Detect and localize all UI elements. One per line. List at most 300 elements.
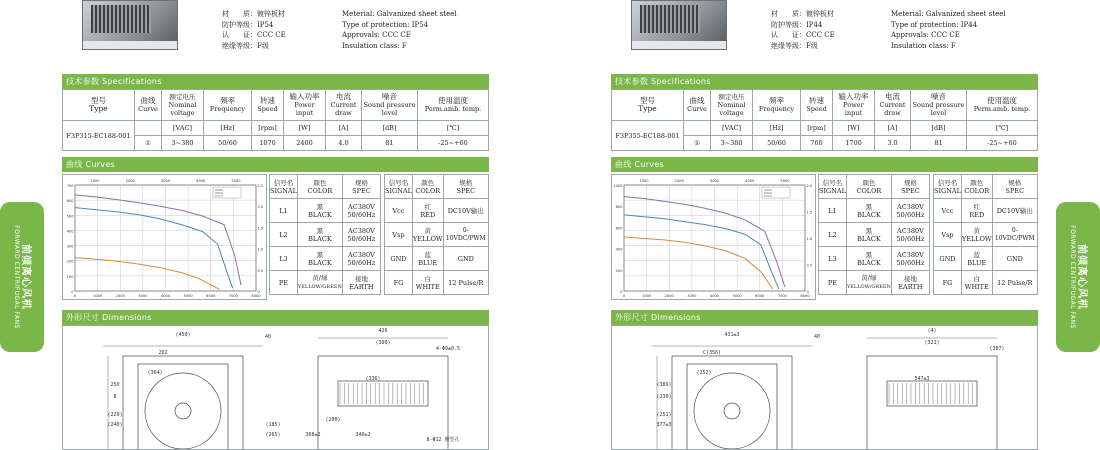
signal-color: 红 RED	[412, 199, 443, 223]
spec-section-title: 技术参数 Specifications	[611, 74, 1038, 89]
signal-spec: 接地 EARTH	[342, 271, 380, 295]
dimension-label: 431±3	[724, 332, 740, 338]
noise-cell: 81	[362, 136, 418, 151]
performance-curve	[75, 208, 233, 289]
curve-cell: ①	[684, 136, 711, 151]
signal-header	[934, 175, 962, 199]
spec-unit-row	[612, 121, 1038, 136]
impeller-circle	[145, 373, 221, 449]
tick-label: 3000	[709, 179, 720, 183]
signal-color: 黄 YELLOW	[412, 223, 443, 247]
power-cell: 2400	[284, 136, 326, 151]
signal-header	[342, 175, 380, 199]
signal-header-row	[270, 175, 381, 199]
header-cn: 规格	[354, 178, 368, 187]
header-en: SPEC	[1005, 186, 1025, 195]
tick-label: 1.5	[806, 210, 813, 215]
spec-header-row	[63, 90, 489, 121]
dimension-label: (185)	[265, 422, 281, 428]
dims-section-title: 外形尺寸 Dimensions	[62, 310, 489, 325]
frequency-cell: 50/60	[204, 136, 252, 151]
power-cell: 1700	[833, 136, 875, 151]
header-cn: 规格	[459, 178, 473, 187]
outlet-opening	[887, 381, 977, 406]
signal-spec: 0-10VDC/PWM	[992, 223, 1037, 247]
header-en: COLOR	[307, 186, 333, 195]
signal-color: 白 WHITE	[961, 271, 992, 295]
front-view-inner	[687, 364, 777, 450]
tick-label: 200	[615, 268, 623, 273]
performance-chart	[611, 174, 816, 300]
dimension-label: 547±3	[914, 376, 930, 382]
signal-row	[934, 199, 1038, 223]
signal-header	[270, 175, 298, 199]
signal-header	[297, 175, 342, 199]
signal-header	[846, 175, 891, 199]
signal-row	[270, 199, 381, 223]
fan-photo	[82, 0, 178, 50]
side-view-outline	[318, 356, 448, 450]
header-cn: 颜色	[313, 178, 327, 187]
signal-header-row	[934, 175, 1038, 199]
signal-spec: 0-10VDC/PWM	[443, 223, 488, 247]
header-en: SPEC	[901, 186, 920, 195]
voltage-cell: 3~380	[162, 136, 204, 151]
motor-hub	[724, 403, 740, 419]
header-cn: 颜色	[862, 178, 876, 187]
spec-header: 噪音 Sound pressure level	[911, 90, 967, 121]
tick-label: 1.0	[257, 247, 264, 252]
dimension-label: (240)	[107, 422, 123, 428]
header-cn: 颜色	[421, 178, 435, 187]
signal-color: 蓝 BLUE	[961, 247, 992, 271]
unit-cell: [VAC]	[711, 121, 753, 136]
signal-color: 黑 BLACK	[846, 247, 891, 271]
property-cn: 材 质：镀锌板材	[222, 10, 285, 18]
tick-label: 4000	[709, 294, 720, 298]
signal-color: 黄/绿 YELLOW/GREEN	[846, 271, 891, 295]
signal-spec: DC10V输出	[992, 199, 1037, 223]
side-view-outline	[867, 356, 997, 450]
tick-label: 5000	[780, 179, 790, 183]
unit-cell: [dB]	[362, 121, 418, 136]
tick-label: 1000	[93, 294, 103, 298]
tick-label: 0.5	[257, 268, 264, 273]
dimension-label: (265)	[265, 432, 281, 438]
property-en: Insulation class: F	[891, 41, 956, 50]
tick-label: 1.5	[257, 226, 264, 231]
dimension-svg	[612, 326, 1038, 450]
signal-color: 黑 BLACK	[846, 223, 891, 247]
signal-spec: GND	[992, 247, 1037, 271]
signal-color: 红 RED	[961, 199, 992, 223]
spec-table	[62, 89, 489, 151]
tick-label: 5000	[732, 294, 742, 298]
speed-cell: 1070	[252, 136, 284, 151]
tick-label: 0	[73, 294, 77, 298]
tick-label: 300	[66, 244, 74, 249]
signal-table-power	[818, 174, 930, 295]
dimension-label: 426	[378, 328, 388, 334]
property-cn: 材 质：镀锌板材	[771, 10, 834, 18]
signal-header	[412, 175, 443, 199]
unit-cell: [Hz]	[204, 121, 252, 136]
dimension-label: 4-Φ9±0.5	[435, 346, 461, 352]
temp-cell: -25~+60	[967, 136, 1038, 151]
signal-name: Vsp	[934, 223, 962, 247]
header-cn: 信号名	[937, 178, 958, 187]
signal-row	[385, 199, 489, 223]
tick-label: 2000	[125, 179, 135, 183]
spec-header: 使用温度 Perm.amb. temp.	[967, 90, 1038, 121]
signal-row	[819, 223, 930, 247]
dimension-label: 8-Φ12 腰型孔	[426, 437, 460, 443]
side-tab-left	[0, 202, 44, 352]
header-en: SIGNAL	[385, 186, 412, 195]
signal-color: 黑 BLACK	[297, 199, 342, 223]
tick-label: 700	[66, 184, 74, 188]
signal-header	[819, 175, 847, 199]
property-row	[222, 30, 502, 41]
dimension-label: (230)	[656, 394, 672, 400]
property-en: Type of protection: IP54	[342, 20, 429, 29]
spec-header: 曲线 Curve	[135, 90, 162, 121]
tick-label: 2000	[115, 294, 125, 298]
dimension-label: (387)	[989, 346, 1005, 352]
unit-cell: [A]	[326, 121, 362, 136]
property-cn: 认 证：CCC CE	[771, 31, 835, 39]
property-cn: 防护等级：IP44	[771, 20, 823, 29]
model-cell: F3P315-EC188-001	[63, 121, 135, 151]
frequency-cell: 50/60	[753, 136, 801, 151]
tick-label: 1000	[90, 179, 100, 183]
property-row	[771, 20, 1051, 31]
signal-header-row	[819, 175, 930, 199]
header-cn: 规格	[1008, 178, 1022, 187]
property-en: Approvals: CCC CE	[891, 31, 960, 39]
catalog-page-1	[62, 0, 489, 450]
signal-name: FG	[385, 271, 413, 295]
header-cn: 信号名	[273, 178, 294, 187]
tick-label: 2000	[664, 294, 674, 298]
tick-label: 1000	[642, 294, 652, 298]
dimension-label: (229)	[107, 412, 123, 418]
spec-header: 型号 Type	[63, 90, 135, 121]
spec-header: 频率 Frequency	[204, 90, 252, 121]
tick-label: 8000	[251, 294, 261, 298]
dimension-label: 40	[264, 334, 272, 340]
signal-name: L3	[819, 247, 847, 271]
signal-row	[819, 271, 930, 295]
spec-table	[611, 89, 1038, 151]
property-cn: 防护等级：IP54	[222, 20, 274, 29]
signal-name: Vcc	[385, 199, 413, 223]
signal-row	[385, 271, 489, 295]
model-cell: F3P355-EC188-001	[612, 121, 684, 151]
tick-label: 2.5	[257, 184, 264, 188]
material-properties	[771, 9, 1051, 51]
dimension-label: (336)	[365, 376, 381, 382]
dimension-label: (251)	[656, 412, 672, 418]
signal-table-power	[269, 174, 381, 295]
spec-header: 型号 Type	[612, 90, 684, 121]
signal-spec: 12 Pulse/R	[992, 271, 1037, 295]
unit-cell: [W]	[833, 121, 875, 136]
signal-row	[934, 271, 1038, 295]
material-properties	[222, 9, 502, 51]
dimension-label: 8	[113, 394, 117, 400]
signal-header	[992, 175, 1037, 199]
signal-row	[270, 271, 381, 295]
tick-label: 0	[622, 294, 626, 298]
signal-name: PE	[819, 271, 847, 295]
spec-unit-row	[63, 121, 489, 136]
spec-section-title: 技术参数 Specifications	[62, 74, 489, 89]
signal-header	[891, 175, 929, 199]
signal-spec: AC380V 50/60Hz	[342, 199, 380, 223]
property-en: Meterial: Galvanized sheet steel	[891, 10, 1006, 18]
tick-label: 7000	[777, 294, 787, 298]
tick-label: 4000	[160, 294, 171, 298]
header-en: SPEC	[456, 186, 476, 195]
dimension-label: (252)	[696, 370, 712, 376]
tick-label: 0	[71, 290, 74, 294]
noise-cell: 81	[911, 136, 967, 151]
signal-table-control	[384, 174, 489, 295]
signal-row	[819, 199, 930, 223]
curves-section-title: 曲线 Curves	[62, 157, 489, 172]
dimension-label: 368±2	[305, 432, 321, 438]
curves-svg	[612, 175, 817, 301]
signal-header	[961, 175, 992, 199]
property-cn: 绝缘等级：F级	[771, 41, 818, 50]
signal-name: L3	[270, 247, 298, 271]
signal-name: PE	[270, 271, 298, 295]
spec-header: 电流 Current draw	[875, 90, 911, 121]
unit-cell: [rpm]	[252, 121, 284, 136]
signal-row	[819, 247, 930, 271]
spec-header: 额定电压 Nominal voltage	[711, 90, 753, 121]
signal-spec: AC380V 50/60Hz	[342, 223, 380, 247]
tick-label: 2.0	[806, 184, 813, 188]
property-row	[771, 41, 1051, 52]
property-en: Insulation class: F	[342, 41, 407, 50]
dimension-label: 340±2	[355, 432, 371, 438]
dimension-label: C(356)	[702, 350, 722, 356]
tick-label: 3000	[138, 294, 148, 298]
curve-cell: ①	[135, 136, 162, 151]
fan-photo	[631, 0, 727, 50]
tick-label: 1000	[613, 184, 623, 188]
signal-name: Vsp	[385, 223, 413, 247]
front-view-inner	[138, 364, 228, 450]
temp-cell: -25~+60	[418, 136, 489, 151]
dims-section-title: 外形尺寸 Dimensions	[611, 310, 1038, 325]
signal-row	[934, 247, 1038, 271]
signal-color: 黑 BLACK	[297, 247, 342, 271]
tick-label: 0	[806, 290, 809, 294]
header-en: SIGNAL	[819, 186, 846, 195]
voltage-cell: 3~380	[711, 136, 753, 151]
tick-label: 600	[615, 226, 623, 231]
dimension-label: (200)	[325, 417, 341, 423]
outlet-opening	[338, 381, 428, 406]
signal-spec: 12 Pulse/R	[443, 271, 488, 295]
dimension-label: (390)	[375, 340, 391, 346]
signal-spec: AC380V 50/60Hz	[891, 199, 929, 223]
header-en: COLOR	[964, 186, 990, 195]
dimension-label: 40	[813, 334, 821, 340]
dimension-label: (321)	[924, 340, 940, 346]
property-en: Approvals: CCC CE	[342, 31, 411, 39]
dimension-label: (450)	[175, 332, 191, 338]
tick-label: 3000	[160, 179, 171, 183]
dimension-label: (389)	[656, 382, 672, 388]
header-en: SPEC	[352, 186, 371, 195]
tick-label: 4000	[196, 179, 206, 183]
dimension-label: (4)	[927, 328, 937, 334]
tick-label: 500	[66, 214, 74, 219]
signal-name: GND	[934, 247, 962, 271]
speed-cell: 760	[801, 136, 833, 151]
dimension-drawing	[611, 325, 1038, 450]
dimension-svg	[63, 326, 489, 450]
side-tab-en: FORWARD CENTRIFUGAL FANS	[1069, 225, 1077, 329]
catalog-page-2	[611, 0, 1038, 450]
fan-vent-graphic	[91, 5, 151, 33]
side-tab-cn: 前倾离心风机	[1076, 243, 1088, 310]
signal-name: L1	[819, 199, 847, 223]
signal-row	[270, 247, 381, 271]
header-en: SIGNAL	[270, 186, 297, 195]
tick-label: 2000	[674, 179, 684, 183]
signal-row	[934, 223, 1038, 247]
tick-label: 7000	[228, 294, 238, 298]
signal-name: L2	[270, 223, 298, 247]
signal-table-control	[933, 174, 1038, 295]
unit-cell: [VAC]	[162, 121, 204, 136]
property-cn: 认 证：CCC CE	[222, 31, 286, 39]
property-row	[771, 30, 1051, 41]
property-row	[222, 41, 502, 52]
unit-cell: [dB]	[911, 121, 967, 136]
dimension-label: 202	[158, 350, 168, 356]
signal-color: 白 WHITE	[412, 271, 443, 295]
signal-color: 蓝 BLUE	[412, 247, 443, 271]
header-en: COLOR	[856, 186, 882, 195]
spec-header: 使用温度 Perm.amb. temp.	[418, 90, 489, 121]
signal-row	[270, 223, 381, 247]
signal-name: L2	[819, 223, 847, 247]
spec-header: 噪音 Sound pressure level	[362, 90, 418, 121]
dimension-label: (364)	[147, 370, 163, 376]
header-cn: 信号名	[822, 178, 843, 187]
tick-label: 800	[615, 205, 623, 210]
signal-name: Vcc	[934, 199, 962, 223]
performance-curve	[75, 258, 220, 290]
tick-label: 400	[66, 229, 74, 234]
motor-hub	[175, 403, 191, 419]
tick-label: 200	[66, 259, 74, 264]
spec-header: 额定电压 Nominal voltage	[162, 90, 204, 121]
unit-cell: [A]	[875, 121, 911, 136]
performance-chart	[62, 174, 267, 300]
impeller-circle	[694, 373, 770, 449]
tick-label: 5000	[231, 179, 241, 183]
signal-color: 黄 YELLOW	[961, 223, 992, 247]
signal-spec: DC10V输出	[443, 199, 488, 223]
performance-curve	[624, 197, 785, 288]
tick-label: 400	[615, 247, 623, 252]
performance-curve	[624, 237, 773, 289]
header-en: SIGNAL	[934, 186, 961, 195]
unit-cell: [W]	[284, 121, 326, 136]
spec-header-row	[612, 90, 1038, 121]
curves-section-title: 曲线 Curves	[611, 157, 1038, 172]
performance-curve	[75, 195, 241, 285]
signal-spec: 接地 EARTH	[891, 271, 929, 295]
tick-label: 0	[257, 290, 260, 294]
unit-cell: [rpm]	[801, 121, 833, 136]
header-en: COLOR	[415, 186, 441, 195]
spec-header: 电流 Current draw	[326, 90, 362, 121]
signal-name: GND	[385, 247, 413, 271]
signal-spec: GND	[443, 247, 488, 271]
unit-cell: [℃]	[418, 121, 489, 136]
signal-name: L1	[270, 199, 298, 223]
header-cn: 颜色	[970, 178, 984, 187]
signal-name: FG	[934, 271, 962, 295]
current-cell: 3.0	[875, 136, 911, 151]
current-cell: 4.0	[326, 136, 362, 151]
tick-label: 2.0	[257, 205, 264, 210]
signal-color: 黄/绿 YELLOW/GREEN	[297, 271, 342, 295]
signal-color: 黑 BLACK	[846, 199, 891, 223]
tick-label: 0.5	[806, 263, 813, 268]
unit-cell: [Hz]	[753, 121, 801, 136]
signal-row	[385, 247, 489, 271]
tick-label: 6000	[755, 294, 765, 298]
unit-cell: [℃]	[967, 121, 1038, 136]
tick-label: 6000	[206, 294, 216, 298]
tick-label: 5000	[183, 294, 193, 298]
property-row	[222, 20, 502, 31]
tick-label: 4000	[745, 179, 755, 183]
spec-header: 频率 Frequency	[753, 90, 801, 121]
tick-label: 3000	[687, 294, 697, 298]
tick-label: 0	[620, 290, 623, 294]
signal-row	[385, 223, 489, 247]
property-row	[222, 9, 502, 20]
property-en: Meterial: Galvanized sheet steel	[342, 10, 457, 18]
tick-label: 600	[66, 199, 74, 204]
tick-label: 100	[66, 274, 74, 279]
dimension-drawing	[62, 325, 489, 450]
curves-svg	[63, 175, 268, 301]
tick-label: 1000	[639, 179, 649, 183]
side-tab-cn: 前倾离心风机	[20, 243, 32, 310]
spec-header: 输入功率 Power input	[833, 90, 875, 121]
dimension-label: 250	[110, 382, 120, 388]
dimension-label: 377±3	[656, 422, 672, 428]
signal-header	[385, 175, 413, 199]
signal-spec: AC380V 50/60Hz	[891, 223, 929, 247]
spec-header: 转速 Speed	[801, 90, 833, 121]
property-cn: 绝缘等级：F级	[222, 41, 269, 50]
signal-header	[443, 175, 488, 199]
side-tab-en: FORWARD CENTRIFUGAL FANS	[13, 225, 21, 329]
property-row	[771, 9, 1051, 20]
